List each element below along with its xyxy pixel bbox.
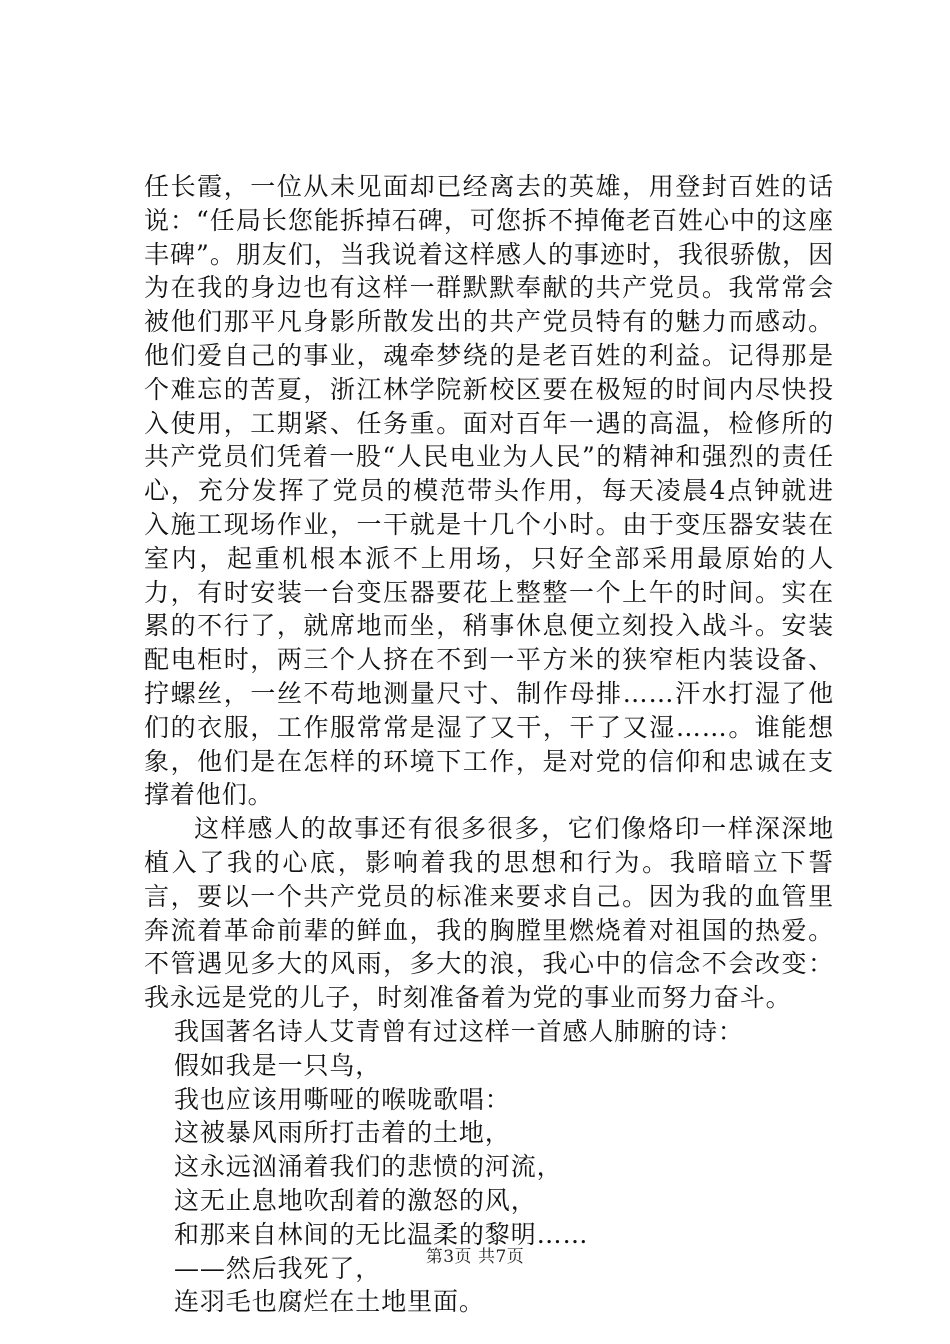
paragraph-2: 这样感人的故事还有很多很多，它们像烙印一样深深地植入了我的心底，影响着我的思想和行为。我暗暗立下誓言，要以一个共产党员的标准来要求自己。因为我的血管里奔流着革命前辈的鲜血，我的胸膛里燃烧着对祖国的热爱。不管遇见多大的风雨，多大的浪，我心中的信念不会改变：我永远是党的儿子，时刻准备着为党的事业而努力奋斗。 <box>144 814 834 1013</box>
poem-line: 这被暴风雨所打击着的土地， <box>174 1118 511 1148</box>
poem-line: 这永远汹涌着我们的悲愤的河流， <box>174 1152 563 1182</box>
poem-line: 这无止息地吹刮着的激怒的风， <box>174 1185 537 1215</box>
poem-line: 假如我是一只鸟， <box>174 1050 382 1080</box>
paragraph-1: 任长霞，一位从未见面却已经离去的英雄，用登封百姓的话说：“任局长您能拆掉石碑，可您拆不掉俺老百姓心中的这座丰碑”。朋友们，当我说着这样感人的事迹时，我很骄傲，因为在我的身边也有这样一群默默奉献的共产党员。我常常会被他们那平凡身影所散发出的共产党员特有的魅力而感动。他们爱自己的事业，魂牵梦绕的是老百姓的利益。记得那是个难忘的苦夏，浙江林学院新校区要在极短的时间内尽快投入使用，工期紧、任务重。面对百年一遇的高温，检修所的共产党员们凭着一股“人民电业为人民”的精神和强烈的责任心，充分发挥了党员的模范带头作用，每天凌晨4点钟就进入施工现场作业，一干就是十几个小时。由于变压器安装在室内，起重机根本派不上用场，只好全部采用最原始的人力，有时安装一台变压器要花上整整一个上午的时间。实在累的不行了，就席地而坐，稍事休息便立刻投入战斗。安装配电柜时，两三个人挤在不到一平方米的狭窄柜内装设备、拧螺丝，一丝不苟地测量尺寸、制作母排……汗水打湿了他们的衣服，工作服常常是湿了又干，干了又湿……。谁能想象，他们是在怎样的环境下工作，是对党的信仰和忠诚在支撑着他们。 <box>144 172 834 810</box>
document-body <box>144 170 834 1319</box>
poem-line: ——然后我死了， <box>174 1253 382 1283</box>
poem-line: 连羽毛也腐烂在土地里面。 <box>174 1287 485 1317</box>
poem-line: 和那来自林间的无比温柔的黎明…… <box>174 1219 589 1249</box>
poem-intro: 我国著名诗人艾青曾有过这样一首感人肺腑的诗： <box>174 1016 744 1046</box>
page-number-footer: 第3页 共7页 <box>425 1247 525 1267</box>
poem-block <box>144 1049 834 1319</box>
poem-line: 我也应该用嘶哑的喉咙歌唱： <box>174 1084 511 1114</box>
